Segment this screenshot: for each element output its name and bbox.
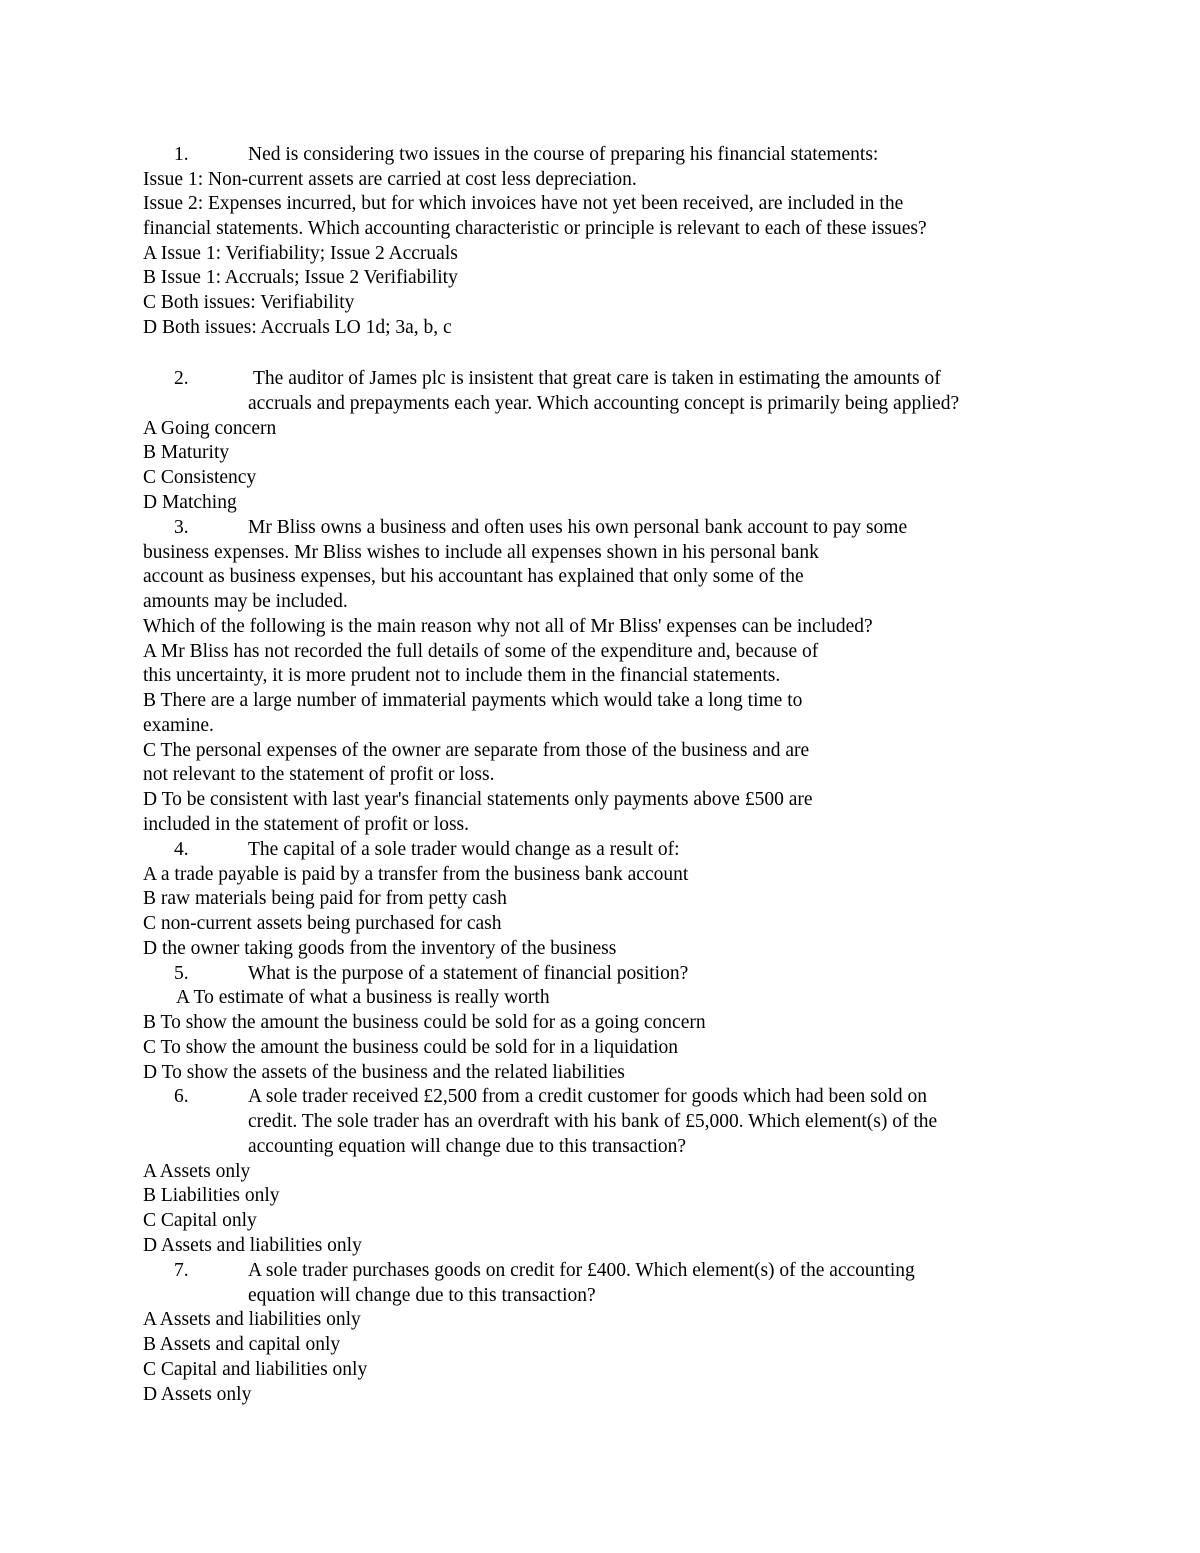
q6-stem-line1: A sole trader received £2,500 from a credit customer for goods which had been sold on [248,1086,928,1107]
q3-option-a-line2: this uncertainty, it is more prudent not to include them in the financial statements. [143,665,781,686]
q6-option-c: C Capital only [143,1210,257,1231]
q6-stem-line3: accounting equation will change due to this transaction? [248,1136,687,1157]
q4-number: 4. [174,839,189,860]
q3-option-b-line1: B There are a large number of immaterial payments which would take a long time to [143,690,803,711]
q3-option-d-line1: D To be consistent with last year's financial statements only payments above £500 are [143,789,813,810]
q1-option-d: D Both issues: Accruals LO 1d; 3a, b, c [143,317,452,338]
q7-option-a: A Assets and liabilities only [143,1309,361,1330]
q6-stem-line2: credit. The sole trader has an overdraft with his bank of £5,000. Which element(s) of the [248,1111,938,1132]
q7-option-b: B Assets and capital only [143,1334,341,1355]
q5-option-c: C To show the amount the business could be sold for in a liquidation [143,1037,679,1058]
q6-option-a: A Assets only [143,1161,251,1182]
q3-stem-line1: Mr Bliss owns a business and often uses his own personal bank account to pay some [248,517,908,538]
q5-stem: What is the purpose of a statement of financial position? [248,963,689,984]
q3-number: 3. [174,517,189,538]
q5-number: 5. [174,963,189,984]
q3-stem-line3: account as business expenses, but his accountant has explained that only some of the [143,566,804,587]
q3-option-d-line2: included in the statement of profit or loss. [143,814,470,835]
q7-stem-line2: equation will change due to this transaction? [248,1285,596,1306]
q2-stem-line2: accruals and prepayments each year. Which accounting concept is primarily being applied? [248,393,960,414]
q3-option-c-line1: C The personal expenses of the owner are separate from those of the business and are [143,740,810,761]
q2-option-a: A Going concern [143,418,277,439]
q2-option-b: B Maturity [143,442,230,463]
q6-option-b: B Liabilities only [143,1185,280,1206]
q3-stem-line4: amounts may be included. [143,591,348,612]
q3-question: Which of the following is the main reason why not all of Mr Bliss' expenses can be included? [143,616,873,637]
q4-option-a: A a trade payable is paid by a transfer from the business bank account [143,864,689,885]
q1-option-c: C Both issues: Verifiability [143,292,355,313]
q4-option-c: C non-current assets being purchased for cash [143,913,502,934]
q2-option-c: C Consistency [143,467,257,488]
q7-option-c: C Capital and liabilities only [143,1359,368,1380]
q4-option-d: D the owner taking goods from the inventory of the business [143,938,617,959]
q1-issue1: Issue 1: Non-current assets are carried at cost less depreciation. [143,169,637,190]
q4-option-b: B raw materials being paid for from petty cash [143,888,507,909]
q1-number: 1. [174,144,189,165]
q1-option-a: A Issue 1: Verifiability; Issue 2 Accruals [143,243,458,264]
q3-stem-line2: business expenses. Mr Bliss wishes to include all expenses shown in his personal bank [143,542,819,563]
q1-stem: Ned is considering two issues in the course of preparing his financial statements: [248,144,879,165]
q7-stem-line1: A sole trader purchases goods on credit for £400. Which element(s) of the accounting [248,1260,915,1281]
q2-stem-line1: The auditor of James plc is insistent that great care is taken in estimating the amounts of [253,368,941,389]
q5-option-d: D To show the assets of the business and the related liabilities [143,1062,625,1083]
q5-option-a: A To estimate of what a business is really worth [176,987,550,1008]
q3-option-a-line1: A Mr Bliss has not recorded the full details of some of the expenditure and, because of [143,641,819,662]
q5-option-b: B To show the amount the business could be sold for as a going concern [143,1012,706,1033]
q6-number: 6. [174,1086,189,1107]
q3-option-b-line2: examine. [143,715,214,736]
q2-number: 2. [174,368,189,389]
q7-option-d: D Assets only [143,1384,252,1405]
q6-option-d: D Assets and liabilities only [143,1235,362,1256]
q1-option-b: B Issue 1: Accruals; Issue 2 Verifiability [143,267,458,288]
q7-number: 7. [174,1260,189,1281]
q1-issue2-line2: financial statements. Which accounting characteristic or principle is relevant to each of these issues? [143,218,927,239]
q2-option-d: D Matching [143,492,237,513]
q3-option-c-line2: not relevant to the statement of profit or loss. [143,764,495,785]
q4-stem: The capital of a sole trader would change as a result of: [248,839,680,860]
q1-issue2-line1: Issue 2: Expenses incurred, but for which invoices have not yet been received, are included in the [143,193,904,214]
